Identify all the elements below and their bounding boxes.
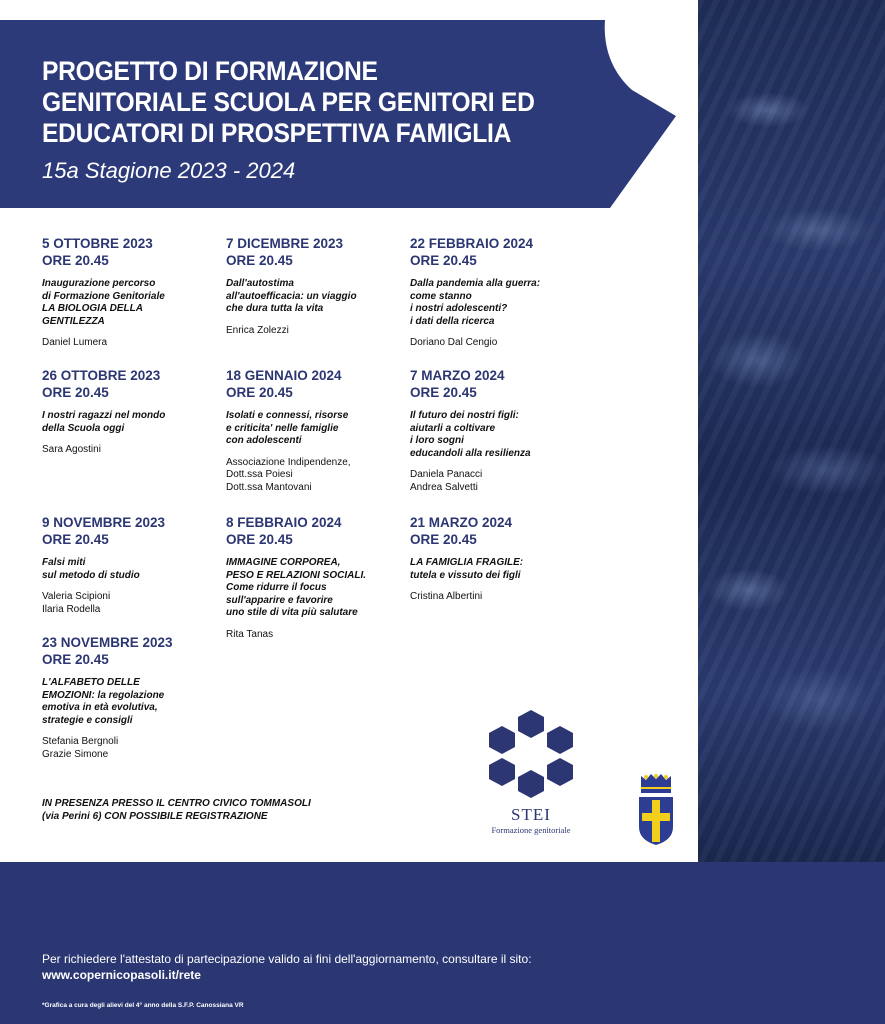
event-description-line: tutela e vissuto dei figli: [410, 569, 521, 581]
event-description-line: Come ridurre il focus: [226, 582, 327, 593]
event-item: [410, 235, 590, 350]
event-time: ORE 20.45: [410, 253, 477, 268]
event-description-line: PESO E RELAZIONI SOCIALI.: [226, 569, 367, 581]
event-speaker: Andrea Salvetti: [410, 481, 478, 493]
event-speakers: [42, 444, 222, 457]
event-time: ORE 20.45: [226, 532, 293, 547]
event-description-line: I nostri ragazzi nel mondo: [42, 410, 166, 421]
stei-name: STEI: [511, 805, 551, 824]
event-description-line: educandoli alla resilienza: [410, 447, 531, 459]
event-date: 21 MARZO 2024: [410, 515, 513, 530]
stei-subtitle: Formazione genitoriale: [491, 825, 571, 835]
event-speaker: Ilaria Rodella: [42, 603, 101, 615]
event-speakers: [410, 337, 590, 350]
stei-logo: [486, 708, 576, 835]
event-date: 23 NOVEMBRE 2023: [42, 635, 173, 650]
event-speakers: [226, 629, 406, 642]
event-description-line: come stanno: [410, 290, 472, 302]
event-speaker: Valeria Scipioni: [42, 591, 111, 602]
event-item: [42, 634, 222, 761]
venue-line: IN PRESENZA PRESSO IL CENTRO CIVICO TOMMASOLI: [42, 798, 311, 809]
event-speakers: [410, 469, 590, 494]
background-photo: [698, 0, 885, 862]
event-description-line: Dall'autostima: [226, 278, 294, 289]
event-description: [42, 410, 222, 435]
title-line: EDUCATORI DI PROSPETTIVA FAMIGLIA: [42, 118, 512, 148]
event-description-line: strategie e consigli: [42, 714, 133, 726]
event-description-line: i nostri adolescenti?: [410, 303, 508, 314]
event-time: ORE 20.45: [410, 532, 477, 547]
event-speakers: [226, 325, 406, 338]
event-time: ORE 20.45: [42, 532, 109, 547]
event-description-line: L'ALFABETO DELLE: [42, 677, 140, 688]
event-time: ORE 20.45: [42, 652, 109, 667]
event-description-line: con adolescenti: [226, 435, 302, 446]
event-description-line: LA FAMIGLIA FRAGILE:: [410, 557, 524, 568]
event-speakers: [410, 591, 590, 604]
event-description: [226, 278, 406, 316]
event-speaker: Sara Agostini: [42, 444, 101, 455]
event-date: 9 NOVEMBRE 2023: [42, 515, 166, 530]
event-speakers: [42, 736, 222, 761]
event-description: [42, 557, 222, 582]
event-date: 26 OTTOBRE 2023: [42, 368, 161, 383]
event-date: 8 FEBBRAIO 2024: [226, 515, 342, 530]
event-date: 5 OTTOBRE 2023: [42, 236, 153, 251]
event-description-line: LA BIOLOGIA DELLA: [42, 303, 143, 314]
footer: [0, 862, 885, 1024]
event-speaker: Dott.ssa Mantovani: [226, 481, 312, 493]
venue-notice: [42, 797, 311, 823]
event-description-line: Isolati e connessi, risorse: [226, 410, 349, 421]
event-description-line: sul metodo di studio: [42, 569, 140, 581]
event-description-line: sull'apparire e favorire: [226, 594, 333, 606]
verona-coat-of-arms-icon: [636, 772, 676, 846]
event-description-line: uno stile di vita più salutare: [226, 607, 358, 618]
event-date: 18 GENNAIO 2024: [226, 368, 342, 383]
event-item: [42, 514, 222, 616]
event-description-line: all'autoefficacia: un viaggio: [226, 290, 357, 302]
event-speaker: Associazione Indipendenze,: [226, 456, 351, 468]
event-item: [42, 367, 222, 457]
event-time: ORE 20.45: [226, 385, 293, 400]
header-banner: [0, 20, 680, 208]
event-speaker: Rita Tanas: [226, 628, 274, 640]
event-description: [226, 557, 406, 620]
event-item: [42, 235, 222, 350]
event-description: [226, 410, 406, 448]
event-item: [226, 235, 406, 337]
event-speaker: Daniel Lumera: [42, 337, 108, 348]
event-time: ORE 20.45: [42, 253, 109, 268]
event-description-line: Falsi miti: [42, 557, 86, 568]
stei-hexagon-ring-icon: [486, 708, 576, 798]
event-date: 7 DICEMBRE 2023: [226, 236, 344, 251]
event-description: [410, 410, 590, 460]
season-subtitle: 15a Stagione 2023 - 2024: [42, 158, 296, 183]
event-speaker: Daniela Panacci: [410, 469, 483, 480]
event-description-line: Inaugurazione percorso: [42, 278, 156, 289]
event-speakers: [42, 591, 222, 616]
venue-line: (via Perini 6) CON POSSIBILE REGISTRAZIONE: [42, 811, 268, 822]
event-speaker: Doriano Dal Cengio: [410, 337, 498, 348]
title-line: GENITORIALE SCUOLA PER GENITORI ED: [42, 87, 535, 117]
event-speakers: [42, 337, 222, 350]
event-speakers: [226, 457, 406, 495]
footer-text: Per richiedere l'attestato di partecipazione valido ai fini dell'aggiornamento, consultare il sito:: [42, 952, 532, 966]
event-date: 7 MARZO 2024: [410, 368, 505, 383]
event-speaker: Cristina Albertini: [410, 591, 483, 602]
event-description-line: i dati della ricerca: [410, 315, 495, 327]
event-time: ORE 20.45: [226, 253, 293, 268]
event-speaker: Dott.ssa Poiesi: [226, 469, 293, 480]
event-date: 22 FEBBRAIO 2024: [410, 236, 534, 251]
event-item: [410, 514, 590, 604]
event-description-line: aiutarli a coltivare: [410, 422, 496, 434]
event-item: [226, 514, 406, 641]
event-description-line: e criticita' nelle famiglie: [226, 422, 339, 434]
event-description: [42, 677, 222, 727]
event-description: [42, 278, 222, 328]
event-description: [410, 557, 590, 582]
event-item: [410, 367, 590, 494]
verona-coat-of-arms: [636, 772, 676, 851]
title-line: PROGETTO DI FORMAZIONE: [42, 56, 378, 86]
page-title: [42, 56, 535, 149]
event-time: ORE 20.45: [42, 385, 109, 400]
event-time: ORE 20.45: [410, 385, 477, 400]
event-description-line: Dalla pandemia alla guerra:: [410, 278, 541, 289]
event-description-line: che dura tutta la vita: [226, 303, 324, 314]
event-description-line: IMMAGINE CORPOREA,: [226, 557, 341, 568]
event-speaker: Grazie Simone: [42, 748, 109, 760]
event-speaker: Enrica Zolezzi: [226, 324, 289, 336]
event-description-line: emotiva in età evolutiva,: [42, 702, 158, 713]
event-description-line: EMOZIONI: la regolazione: [42, 689, 165, 701]
event-item: [226, 367, 406, 494]
event-description-line: Il futuro dei nostri figli:: [410, 410, 519, 421]
event-description-line: GENTILEZZA: [42, 315, 105, 327]
event-description: [410, 278, 590, 328]
event-description-line: della Scuola oggi: [42, 422, 125, 434]
event-description-line: i loro sogni: [410, 435, 464, 446]
footer-link[interactable]: www.copernicopasoli.it/rete: [42, 968, 201, 982]
event-description-line: di Formazione Genitoriale: [42, 290, 165, 302]
event-speaker: Stefania Bergnoli: [42, 736, 119, 747]
footer-credit: *Grafica a cura degli alievi del 4° anno della S.F.P. Canossiana VR: [42, 1002, 244, 1009]
